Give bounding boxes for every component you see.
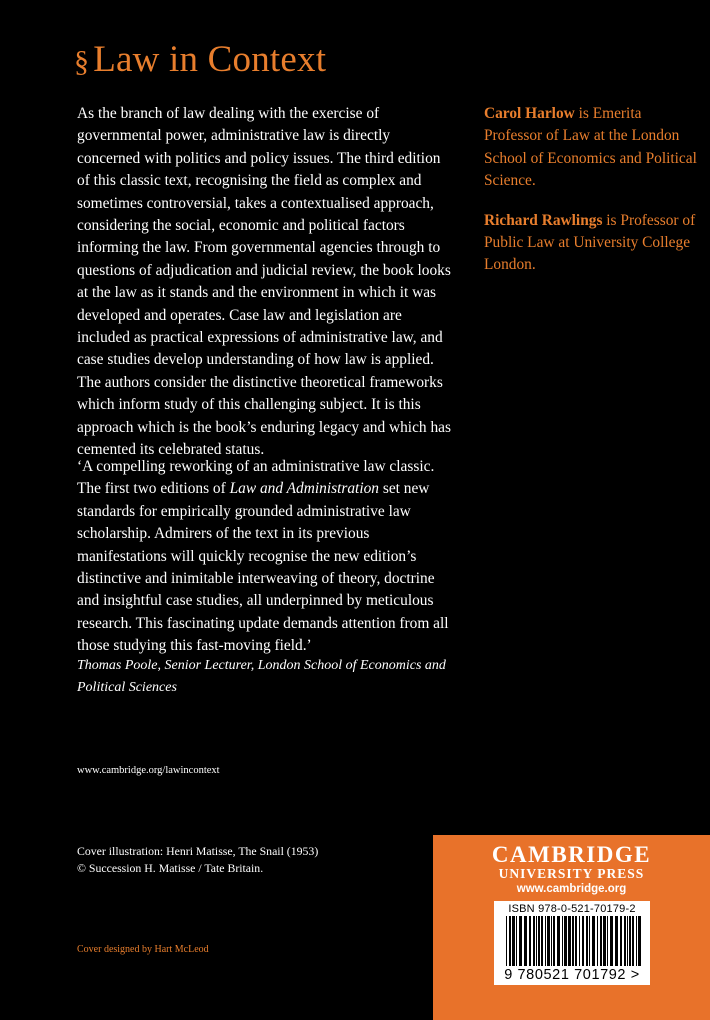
barcode-bar <box>615 916 618 966</box>
barcode-bar <box>512 916 515 966</box>
barcode-bar <box>547 916 550 966</box>
barcode-bar <box>545 916 546 966</box>
barcode-bar <box>551 916 552 966</box>
barcode-bar <box>636 916 637 966</box>
publisher-subtitle: UNIVERSITY PRESS <box>498 866 645 881</box>
barcode-bar <box>572 916 574 966</box>
barcode-bar <box>620 916 622 966</box>
barcode-bar <box>632 916 634 966</box>
barcode <box>494 901 650 985</box>
barcode-bar <box>592 916 595 966</box>
barcode-bar <box>529 916 531 966</box>
cover-illustration-credit <box>77 843 318 877</box>
cover-designer-credit: Cover designed by Hart McLeod <box>77 944 209 955</box>
barcode-bar <box>557 916 560 966</box>
review-attribution: Thomas Poole, Senior Lecturer, London School of Economics and Political Sciences <box>77 658 446 696</box>
barcode-bar <box>524 916 527 966</box>
barcode-bar <box>629 916 631 966</box>
publisher-website[interactable]: www.cambridge.org <box>516 883 627 895</box>
barcode-bar <box>509 916 511 966</box>
author-description: is Professor of Public Law at University College London. <box>484 211 696 274</box>
book-description: As the branch of law dealing with the exercise of governmental power, administrative law is directly concerned with politics and policy issues. The third edition of this classic text, recognising the field as complex and sometimes controversial, takes a contextualised approach, considering the social, economic and political factors informing the law. From governmental agencies through to questions of adjudication and judicial review, the book looks at the law as it stands and the environment in which it was developed and operates. Case law and legislation are included as practical expressions of administrative law, and case studies develop understanding of how law is applied. The authors consider the distinctive theoretical frameworks which inform study of this challenging subject. It is this approach which is the book’s enduring legacy and which has cemented its celebrated status. <box>77 105 451 459</box>
barcode-bar <box>536 916 537 966</box>
barcode-bar <box>519 916 522 966</box>
barcode-bar <box>538 916 540 966</box>
barcode-bar <box>627 916 628 966</box>
barcode-bar <box>582 916 584 966</box>
author-bio <box>484 103 699 193</box>
barcode-bar <box>586 916 588 966</box>
review-text-end: set new standards for empirically grounded administrative law scholarship. Admirers of the text in its previous manifestations will quickly recognise the new edition’s distinctive and inimitable interweaving of theory, doctrine and insightful case studies, all underpinned by meticulous research. This fascinating update demands attention from all those studying this fast-moving field.’ <box>77 480 449 655</box>
series-title <box>74 38 326 81</box>
barcode-bar <box>516 916 517 966</box>
barcode-bar <box>624 916 626 966</box>
barcode-bar <box>597 916 598 966</box>
isbn-text: ISBN 978-0-521-70179-2 <box>508 903 636 915</box>
author-bios <box>484 103 699 294</box>
barcode-bar <box>589 916 590 966</box>
series-website-link[interactable]: www.cambridge.org/lawincontext <box>77 765 220 776</box>
section-symbol: § <box>74 45 90 78</box>
barcode-bar <box>638 916 641 966</box>
publisher-name: CAMBRIDGE <box>491 842 652 867</box>
barcode-bar <box>553 916 555 966</box>
review-text-start: ‘A compelling reworking of an administrative law classic. The first two editions of <box>77 458 435 498</box>
barcode-bar <box>541 916 543 966</box>
barcode-bar <box>533 916 535 966</box>
barcode-bar <box>506 916 507 966</box>
credit-line-1: Cover illustration: Henri Matisse, The Snail (1953) <box>77 844 319 858</box>
author-bio <box>484 210 699 277</box>
barcode-bar <box>610 916 613 966</box>
series-name: Law in Context <box>93 39 327 80</box>
credit-line-2: © Succession H. Matisse / Tate Britain. <box>77 861 264 875</box>
barcode-bar <box>564 916 567 966</box>
publisher-block <box>433 835 710 1020</box>
author-name: Richard Rawlings <box>484 211 603 229</box>
barcode-bar <box>562 916 563 966</box>
review-book-title: Law and Administration <box>229 480 379 498</box>
barcode-bars <box>506 916 642 966</box>
barcode-bar <box>607 916 608 966</box>
barcode-bar <box>575 916 577 966</box>
review-quote <box>77 456 457 658</box>
author-description: is Emerita Professor of Law at the London School of Economics and Political Science. <box>484 105 697 190</box>
barcode-bar <box>600 916 602 966</box>
author-name: Carol Harlow <box>484 105 575 122</box>
barcode-bar <box>579 916 580 966</box>
barcode-bar <box>603 916 606 966</box>
barcode-digits: 9 780521 701792 > <box>504 967 640 983</box>
barcode-bar <box>568 916 571 966</box>
